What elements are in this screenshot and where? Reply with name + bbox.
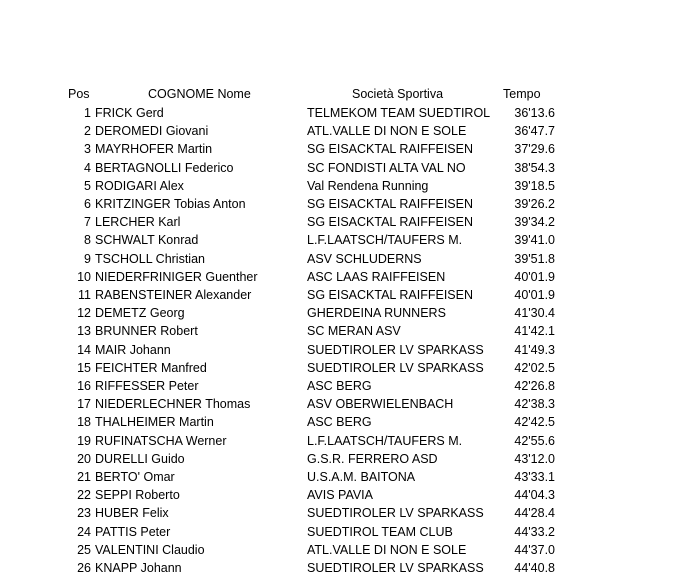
cell-pos: 14 [77,342,91,357]
cell-pos: 17 [77,397,91,412]
cell-time: 44'28.4 [514,506,555,521]
cell-pos: 10 [77,269,91,284]
cell-club: AVIS PAVIA [307,488,373,503]
table-row [0,159,696,177]
cell-pos: 13 [77,324,91,339]
cell-pos: 25 [77,542,91,557]
table-row [0,322,696,340]
cell-club: U.S.A.M. BAITONA [307,470,416,484]
cell-club: SG EISACKTAL RAIFFEISEN [307,142,474,157]
table-row [0,559,696,577]
cell-club: ASV OBERWIELENBACH [307,397,454,412]
table-row [0,304,696,322]
cell-time: 39'18.5 [514,178,555,193]
table-row [0,250,696,268]
table-row [0,140,696,158]
cell-time: 44'37.0 [514,542,555,557]
cell-time: 39'34.2 [514,215,555,230]
cell-athlete-name: HUBER Felix [95,506,169,521]
header-club: Società Sportiva [352,87,444,101]
cell-club: SC FONDISTI ALTA VAL NO [307,160,466,175]
cell-pos: 6 [84,197,91,211]
table-row [0,395,696,413]
cell-club: TELMEKOM TEAM SUEDTIROL [307,106,491,120]
cell-club: ATL.VALLE DI NON E SOLE [307,542,467,557]
cell-club: L.F.LAATSCH/TAUFERS M. [307,433,463,448]
cell-club: ASV SCHLUDERNS [307,251,422,266]
cell-athlete-name: THALHEIMER Martin [95,415,214,430]
cell-time: 41'42.1 [514,324,555,339]
cell-time: 36'13.6 [514,106,555,120]
cell-time: 43'33.1 [514,470,555,484]
cell-club: SUEDTIROLER LV SPARKASS [307,506,484,521]
table-row [0,450,696,468]
cell-pos: 21 [77,470,91,484]
cell-pos: 20 [77,451,91,466]
cell-athlete-name: NIEDERFRINIGER Guenther [95,269,258,284]
cell-athlete-name: LERCHER Karl [95,215,181,230]
cell-club: SUEDTIROLER LV SPARKASS [307,561,484,575]
table-row [0,268,696,286]
cell-athlete-name: SCHWALT Konrad [95,233,199,248]
cell-club: ASC BERG [307,415,372,430]
cell-pos: 9 [84,251,91,266]
cell-time: 44'40.8 [514,561,555,575]
cell-pos: 4 [84,160,91,175]
cell-athlete-name: RODIGARI Alex [95,178,184,193]
table-row [0,286,696,304]
cell-time: 42'26.8 [514,379,555,393]
cell-pos: 18 [77,415,91,430]
cell-club: GHERDEINA RUNNERS [307,306,446,321]
cell-pos: 22 [77,488,91,503]
cell-pos: 8 [84,233,91,248]
cell-time: 38'54.3 [514,160,555,175]
cell-time: 39'41.0 [514,233,555,248]
cell-athlete-name: BERTAGNOLLI Federico [95,160,234,175]
cell-athlete-name: MAYRHOFER Martin [95,142,213,157]
cell-pos: 3 [84,142,91,157]
cell-athlete-name: RABENSTEINER Alexander [95,288,252,302]
table-row [0,231,696,249]
cell-time: 41'30.4 [514,306,555,321]
cell-time: 36'47.7 [514,124,555,139]
cell-time: 37'29.6 [514,142,555,157]
cell-time: 39'26.2 [514,197,555,211]
cell-time: 44'33.2 [514,524,555,539]
cell-athlete-name: TSCHOLL Christian [95,251,205,266]
cell-athlete-name: PATTIS Peter [95,524,171,539]
cell-time: 43'12.0 [514,451,555,466]
cell-athlete-name: DEMETZ Georg [95,306,185,321]
cell-athlete-name: SEPPI Roberto [95,488,180,503]
cell-athlete-name: KRITZINGER Tobias Anton [95,197,246,211]
cell-time: 44'04.3 [514,488,555,503]
cell-pos: 16 [77,379,91,393]
cell-pos: 19 [77,433,91,448]
table-row [0,468,696,486]
cell-club: SUEDTIROLER LV SPARKASS [307,342,484,357]
cell-pos: 11 [78,288,91,302]
cell-athlete-name: KNAPP Johann [95,561,182,575]
cell-athlete-name: RIFFESSER Peter [95,379,199,393]
cell-club: SG EISACKTAL RAIFFEISEN [307,288,474,302]
cell-athlete-name: FEICHTER Manfred [95,360,207,375]
table-row [0,541,696,559]
cell-time: 42'55.6 [514,433,555,448]
cell-time: 42'38.3 [514,397,555,412]
cell-time: 40'01.9 [514,288,555,302]
header-name: COGNOME Nome [148,87,251,101]
cell-pos: 26 [77,561,91,575]
cell-athlete-name: RUFINATSCHA Werner [95,433,227,448]
cell-athlete-name: MAIR Johann [95,342,171,357]
cell-pos: 1 [84,106,91,120]
table-row [0,359,696,377]
table-row [0,213,696,231]
cell-pos: 2 [84,124,91,139]
cell-athlete-name: DEROMEDI Giovani [95,124,209,139]
cell-athlete-name: DURELLI Guido [95,451,185,466]
cell-club: SUEDTIROL TEAM CLUB [307,524,453,539]
cell-club: ASC LAAS RAIFFEISEN [307,269,446,284]
cell-club: G.S.R. FERRERO ASD [307,451,438,466]
cell-athlete-name: VALENTINI Claudio [95,542,205,557]
table-row [0,195,696,213]
cell-athlete-name: BERTO' Omar [95,470,175,484]
table-row [0,413,696,431]
table-row [0,177,696,195]
cell-club: L.F.LAATSCH/TAUFERS M. [307,233,463,248]
cell-athlete-name: BRUNNER Robert [95,324,198,339]
table-row [0,504,696,522]
cell-club: SUEDTIROLER LV SPARKASS [307,360,484,375]
cell-time: 42'02.5 [514,360,555,375]
cell-club: SC MERAN ASV [307,324,401,339]
cell-pos: 12 [77,306,91,321]
table-row [0,341,696,359]
cell-club: Val Rendena Running [307,178,429,193]
header-time: Tempo [503,87,541,101]
table-header [0,85,696,103]
cell-pos: 5 [84,178,91,193]
cell-athlete-name: NIEDERLECHNER Thomas [95,397,251,412]
cell-club: ASC BERG [307,379,372,393]
cell-time: 39'51.8 [514,251,555,266]
table-row [0,377,696,395]
cell-pos: 24 [77,524,91,539]
cell-time: 41'49.3 [514,342,555,357]
cell-club: ATL.VALLE DI NON E SOLE [307,124,467,139]
cell-pos: 7 [84,215,91,230]
header-pos: Pos [68,87,90,101]
cell-club: SG EISACKTAL RAIFFEISEN [307,197,474,211]
table-row [0,122,696,140]
table-row [0,486,696,504]
cell-club: SG EISACKTAL RAIFFEISEN [307,215,474,230]
table-row [0,432,696,450]
table-row [0,523,696,541]
cell-pos: 23 [77,506,91,521]
table-row [0,104,696,122]
cell-time: 42'42.5 [514,415,555,430]
cell-time: 40'01.9 [514,269,555,284]
cell-pos: 15 [77,360,91,375]
cell-athlete-name: FRICK Gerd [95,106,164,120]
